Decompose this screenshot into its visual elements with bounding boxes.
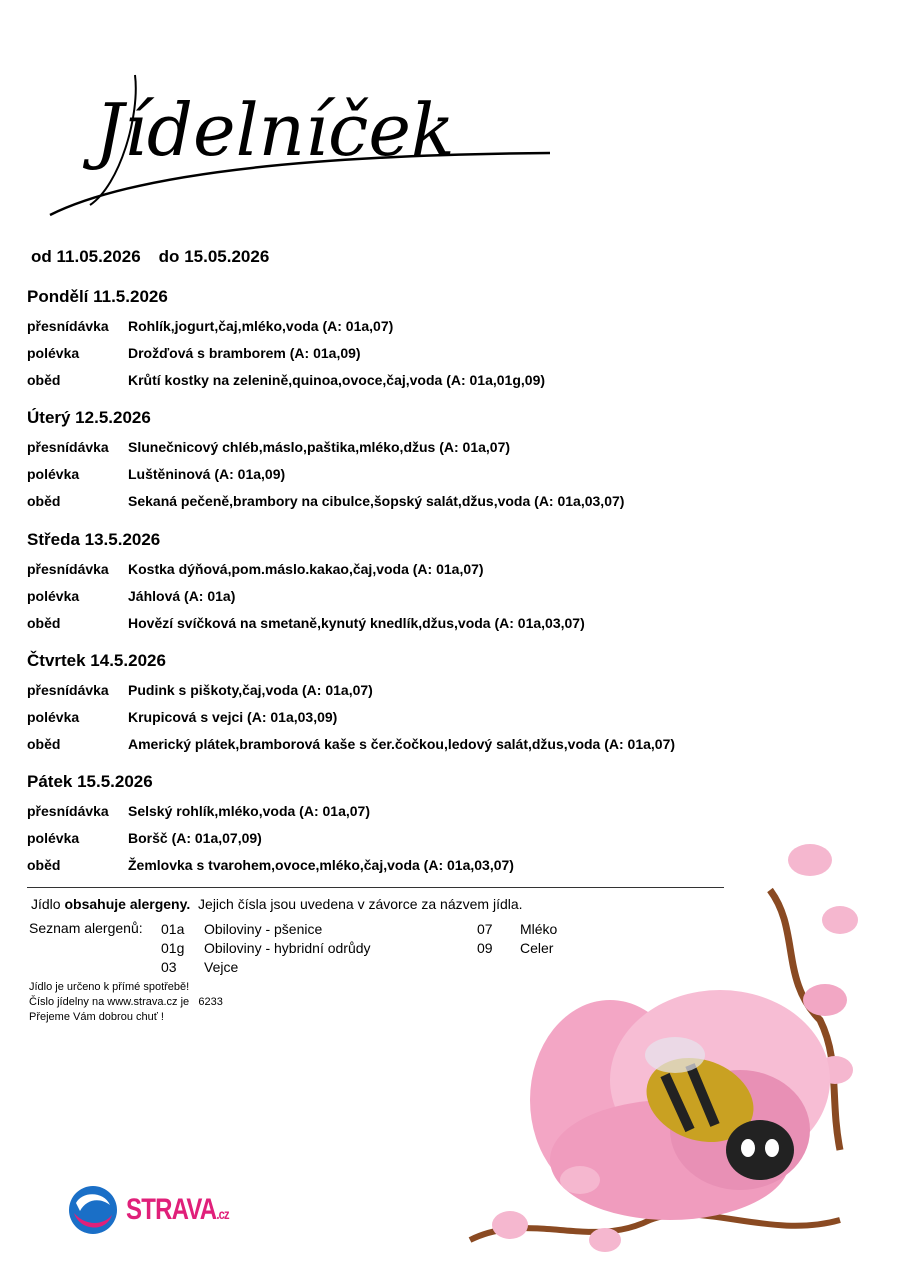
meal-row xyxy=(27,677,847,704)
range-to-label: do xyxy=(158,247,180,266)
meal-dish: Pudink s piškoty,čaj,voda (A: 01a,07) xyxy=(128,682,373,698)
meal-dish: Sekaná pečeně,brambory na cibulce,šopský salát,džus,voda (A: 01a,03,07) xyxy=(128,493,625,509)
meal-label: oběd xyxy=(27,493,61,509)
allergens-label: Seznam alergenů: xyxy=(29,920,143,936)
strava-wordmark: STRAVA.cz xyxy=(126,1193,229,1226)
meal-row xyxy=(27,731,847,758)
meal-label: přesnídávka xyxy=(27,439,109,455)
day-wednesday xyxy=(27,528,847,637)
meal-label: přesnídávka xyxy=(27,318,109,334)
meal-dish: Selský rohlík,mléko,voda (A: 01a,07) xyxy=(128,803,370,819)
meal-row xyxy=(27,367,847,394)
allergen-code: 01a xyxy=(161,921,185,937)
range-from-label: od xyxy=(31,247,52,266)
meal-row xyxy=(27,798,847,825)
footer-line: Přejeme Vám dobrou chuť ! xyxy=(29,1011,164,1023)
footer-line: Číslo jídelny na www.strava.cz je 6233 xyxy=(29,996,223,1008)
meal-row xyxy=(27,583,847,610)
meal-row xyxy=(27,488,847,515)
range-from: 11.05.2026 xyxy=(56,247,141,266)
range-to: 15.05.2026 xyxy=(184,247,270,266)
footer-line: Jídlo je určeno k přímé spotřebě! xyxy=(29,981,190,993)
meal-dish: Žemlovka s tvarohem,ovoce,mléko,čaj,voda (A: 01a,03,07) xyxy=(128,857,514,873)
allergen-name: Vejce xyxy=(204,959,239,975)
allergen-name: Celer xyxy=(520,940,554,956)
day-tuesday xyxy=(27,406,847,515)
canteen-number: 6233 xyxy=(198,996,223,1008)
day-title: Úterý 12.5.2026 xyxy=(27,408,151,427)
strava-swirl-icon xyxy=(66,1183,120,1237)
meal-row xyxy=(27,340,847,367)
svg-text:Jídelníček: Jídelníček xyxy=(95,88,455,172)
day-title: Středa 13.5.2026 xyxy=(27,530,161,549)
allergen-code: 03 xyxy=(161,959,177,975)
meal-dish: Boršč (A: 01a,07,09) xyxy=(128,830,262,846)
meal-dish: Luštěninová (A: 01a,09) xyxy=(128,466,286,482)
meal-label: oběd xyxy=(27,857,61,873)
strava-logo xyxy=(66,1183,255,1237)
meal-label: oběd xyxy=(27,615,61,631)
allergen-codes-1 xyxy=(161,920,184,977)
meal-row xyxy=(27,461,847,488)
meal-row xyxy=(27,704,847,731)
meal-dish: Krupicová s vejci (A: 01a,03,09) xyxy=(128,709,338,725)
meal-row xyxy=(27,434,847,461)
allergen-name: Obiloviny - hybridní odrůdy xyxy=(204,940,371,956)
allergen-name: Obiloviny - pšenice xyxy=(204,921,323,937)
meal-label: polévka xyxy=(27,709,80,725)
day-monday xyxy=(27,285,847,394)
meal-label: polévka xyxy=(27,830,80,846)
meal-row xyxy=(27,610,847,637)
footer-notes xyxy=(29,980,223,1025)
meal-row xyxy=(27,313,847,340)
meal-label: polévka xyxy=(27,588,80,604)
meal-dish: Drožďová s bramborem (A: 01a,09) xyxy=(128,345,361,361)
meal-dish: Kostka dýňová,pom.máslo.kakao,čaj,voda (A: 01a,07) xyxy=(128,561,484,577)
page-title xyxy=(40,55,560,225)
day-title: Pátek 15.5.2026 xyxy=(27,772,153,791)
meal-dish: Americký plátek,bramborová kaše s čer.čočkou,ledový salát,džus,voda (A: 01a,07) xyxy=(128,736,676,752)
allergen-note: Jídlo obsahuje alergeny. Jejich čísla jsou uvedena v závorce za názvem jídla. xyxy=(31,896,523,912)
bee-flower-illustration xyxy=(440,830,880,1270)
meal-label: oběd xyxy=(27,372,61,388)
meal-dish: Rohlík,jogurt,čaj,mléko,voda (A: 01a,07) xyxy=(128,318,394,334)
allergen-code: 01g xyxy=(161,940,185,956)
date-range xyxy=(31,247,269,267)
meal-label: přesnídávka xyxy=(27,561,109,577)
day-title: Pondělí 11.5.2026 xyxy=(27,287,168,306)
meal-label: polévka xyxy=(27,466,80,482)
allergen-code: 07 xyxy=(477,921,493,937)
meal-dish: Krůtí kostky na zelenině,quinoa,ovoce,čaj,voda (A: 01a,01g,09) xyxy=(128,372,546,388)
allergen-code: 09 xyxy=(477,940,493,956)
meal-label: polévka xyxy=(27,345,80,361)
day-thursday xyxy=(27,649,847,758)
allergen-name: Mléko xyxy=(520,921,558,937)
meal-label: přesnídávka xyxy=(27,682,109,698)
meal-dish: Jáhlová (A: 01a) xyxy=(128,588,236,604)
meal-label: přesnídávka xyxy=(27,803,109,819)
day-title: Čtvrtek 14.5.2026 xyxy=(27,651,166,670)
meal-dish: Slunečnicový chléb,máslo,paštika,mléko,džus (A: 01a,07) xyxy=(128,439,511,455)
allergen-names-1 xyxy=(204,920,371,977)
meal-dish: Hovězí svíčková na smetaně,kynutý knedlík,džus,voda (A: 01a,03,07) xyxy=(128,615,585,631)
meal-label: oběd xyxy=(27,736,61,752)
meal-row xyxy=(27,556,847,583)
